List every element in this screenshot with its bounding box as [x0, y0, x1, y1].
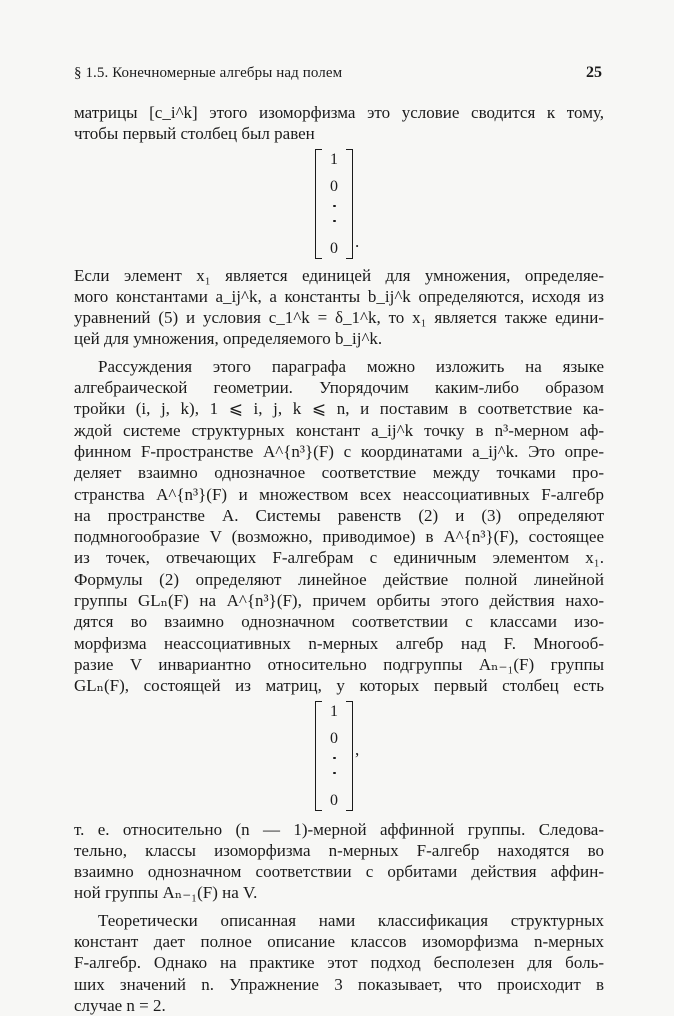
- matrix-brackets: [315, 149, 353, 259]
- matrix-cell: 1: [330, 702, 338, 720]
- matrix-cell: 0: [330, 729, 338, 747]
- page-number: 25: [586, 64, 602, 81]
- matrix-punctuation: ,: [355, 739, 360, 759]
- paragraph-4: [74, 819, 604, 904]
- paragraph-2: [74, 265, 604, 350]
- text-line: деляет взаимно однозначное соответствие между точками про-: [74, 463, 604, 483]
- text-line: странства A^{n³}(F) и множеством всех неассоциативных F-алгебр: [74, 484, 604, 504]
- matrix-brackets: [315, 701, 353, 811]
- ellipsis-dot: [333, 205, 336, 208]
- text-line: тельно, классы изоморфизма n-мерных F-алгебр находятся во: [74, 840, 604, 860]
- ellipsis-dot: [333, 772, 336, 775]
- text-line: группы GLₙ(F) на A^{n³}(F), причем орбиты этого действия нахо-: [74, 591, 604, 611]
- matrix-punctuation: .: [355, 231, 360, 251]
- running-header: [74, 64, 602, 82]
- paragraph-1: [74, 102, 604, 145]
- text-line: матрицы [c_i^k] этого изоморфизма это условие сводится к тому,: [74, 103, 604, 122]
- text-line: констант дает полное описание классов изоморфизма n-мерных: [74, 932, 604, 952]
- text-line: алгебраической геометрии. Упорядочим каким-либо образом: [74, 378, 604, 398]
- text-line: Если элемент x₁ является единицей для умножения, определяе-: [74, 265, 604, 285]
- text-line: финном F-пространстве A^{n³}(F) с координатами a_ij^k. Это опре-: [74, 441, 604, 461]
- text-line: Формулы (2) определяют линейное действие полной линейной: [74, 569, 604, 589]
- text-line: взаимно однозначном соответствии с орбитами действия аффин-: [74, 862, 604, 882]
- matrix-cell: 1: [330, 150, 338, 168]
- matrix-cell: 0: [330, 177, 338, 195]
- text-line: Рассуждения этого параграфа можно изложить на языке: [98, 356, 604, 376]
- text-line: ной группы Aₙ₋₁(F) на V.: [74, 883, 258, 903]
- text-line: цей для умножения, определяемого b_ij^k.: [74, 329, 383, 349]
- text-line: ждой системе структурных констант a_ij^k точку в n³-мерном аф-: [74, 420, 604, 440]
- section-title: § 1.5. Конечномерные алгебры над полем: [74, 65, 343, 81]
- text-line: Теоретически описанная нами классификация структурных: [98, 910, 604, 930]
- page-body: [74, 102, 604, 1016]
- text-line: F-алгебр. Однако на практике этот подход бесполезен для боль-: [74, 953, 604, 973]
- text-line: т. е. относительно (n — 1)-мерной аффинной группы. Следова-: [74, 819, 604, 839]
- matrix-cell: 0: [330, 791, 338, 809]
- ellipsis-dot: [333, 757, 336, 760]
- text-line: GLₙ(F), состоящей из матриц, у которых первый столбец есть: [74, 676, 604, 696]
- paragraph-3: [74, 356, 604, 697]
- text-line: подмногообразие V (возможно, приводимое) в A^{n³}(F), состоящее: [74, 527, 604, 547]
- text-line: из точек, отвечающих F-алгебрам с единичным элементом x₁.: [74, 548, 604, 568]
- column-vector-1: [74, 145, 604, 265]
- matrix-cell: 0: [330, 239, 338, 257]
- text-line: дятся во взаимно однозначном соответствии с классами изо-: [74, 612, 604, 632]
- paragraph-5: [74, 910, 604, 1016]
- text-line: морфизма неассоциативных n-мерных алгебр над F. Многооб-: [74, 633, 604, 653]
- ellipsis-dot: [333, 220, 336, 223]
- text-line: чтобы первый столбец был равен: [74, 124, 315, 144]
- text-line: тройки (i, j, k), 1 ⩽ i, j, k ⩽ n, и поставим в соответствие ка-: [74, 399, 604, 419]
- text-line: ших значений n. Упражнение 3 показывает, что происходит в: [74, 974, 604, 994]
- text-line: случае n = 2.: [74, 995, 166, 1015]
- text-line: на пространстве A. Системы равенств (2) и (3) определяют: [74, 505, 604, 525]
- text-line: уравнений (5) и условия c_1^k = δ_1^k, то x₁ является также едини-: [74, 308, 604, 328]
- column-vector-2: [74, 697, 604, 819]
- text-line: разие V инвариантно относительно подгруппы Aₙ₋₁(F) группы: [74, 654, 604, 674]
- text-line: мого константами a_ij^k, а константы b_ij^k определяются, исходя из: [74, 286, 604, 306]
